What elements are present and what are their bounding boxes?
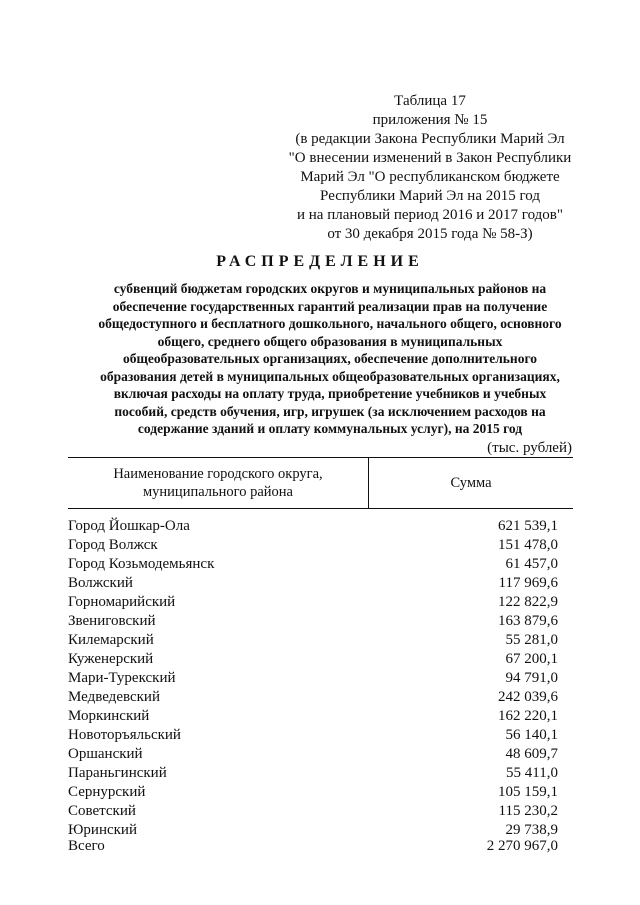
subtitle-line: образования детей в муниципальных общеобразовательных организациях, <box>100 368 560 384</box>
table-row <box>68 688 573 707</box>
row-value: 122 822,9 <box>498 594 558 610</box>
row-name: Мари-Турекский <box>68 670 176 686</box>
subtitle-line: обеспечение государственных гарантий реализации прав на получение <box>112 298 548 314</box>
subtitle-line: субвенций бюджетам городских округов и муниципальных районов на <box>113 281 547 296</box>
subtitle-line: общего, среднего общего образования в муниципальных <box>157 333 503 349</box>
row-name: Звениговский <box>68 613 156 629</box>
column-header-name-line2: муниципального района <box>142 484 293 500</box>
column-header-name <box>68 458 369 508</box>
table-row <box>68 669 573 688</box>
header-line: и на плановый период 2016 и 2017 годов" <box>297 207 563 223</box>
row-value: 105 159,1 <box>498 784 558 800</box>
header-line: приложения № 15 <box>372 112 488 128</box>
distribution-table <box>68 457 573 840</box>
table-row <box>68 726 573 745</box>
table-row <box>68 574 573 593</box>
row-name: Город Йошкар-Ола <box>68 518 190 534</box>
table-row <box>68 593 573 612</box>
header-line: Таблица 17 <box>394 93 466 109</box>
appendix-header <box>250 92 610 244</box>
header-line: (в редакции Закона Республики Марий Эл <box>295 131 565 147</box>
subtitle-line: общеобразовательных организациях, обеспечение дополнительного <box>122 351 537 366</box>
document-title: РАСПРЕДЕЛЕНИЕ <box>216 253 424 270</box>
subtitle-line: пособий, средств обучения, игр, игрушек (за исключением расходов на <box>114 403 546 419</box>
row-name: Советский <box>68 803 136 819</box>
row-value: 162 220,1 <box>498 708 558 724</box>
row-value: 67 200,1 <box>505 651 558 667</box>
table-row <box>68 764 573 783</box>
row-name: Параньгинский <box>68 765 167 781</box>
row-value: 117 969,6 <box>498 575 558 591</box>
row-name: Город Козьмодемьянск <box>68 556 215 572</box>
row-value: 115 230,2 <box>498 803 558 819</box>
row-value: 621 539,1 <box>498 518 558 534</box>
column-header-name-line1: Наименование городского округа, <box>113 466 323 482</box>
table-row <box>68 631 573 650</box>
table-row <box>68 802 573 821</box>
table-row <box>68 707 573 726</box>
units-note: (тыс. рублей) <box>487 440 572 456</box>
table-row <box>68 612 573 631</box>
header-line: от 30 декабря 2015 года № 58-З) <box>327 226 533 242</box>
total-value: 2 270 967,0 <box>486 838 558 854</box>
table-row <box>68 783 573 802</box>
table-row <box>68 555 573 574</box>
row-value: 242 039,6 <box>498 689 558 705</box>
table-row <box>68 650 573 669</box>
total-label: Всего <box>68 838 105 854</box>
header-line: "О внесении изменений в Закон Республики <box>288 150 572 166</box>
header-line: Республики Марий Эл на 2015 год <box>320 188 540 204</box>
row-name: Медведевский <box>68 689 160 705</box>
table-row <box>68 517 573 536</box>
row-value: 55 281,0 <box>505 632 558 648</box>
subtitle-line: включая расходы на оплату труда, приобретение учебников и учебных <box>113 386 547 401</box>
row-value: 29 738,9 <box>505 822 558 838</box>
row-name: Моркинский <box>68 708 150 724</box>
subtitle-line: содержание зданий и оплату коммунальных услуг), на 2015 год <box>137 421 523 436</box>
row-name: Город Волжск <box>68 537 158 553</box>
table-row <box>68 745 573 764</box>
row-value: 61 457,0 <box>505 556 558 572</box>
row-name: Оршанский <box>68 746 143 762</box>
row-value: 94 791,0 <box>505 670 558 686</box>
row-value: 151 478,0 <box>498 537 558 553</box>
table-row <box>68 536 573 555</box>
header-line: Марий Эл "О республиканском бюджете <box>300 169 560 185</box>
column-header-sum: Сумма <box>450 475 492 491</box>
row-name: Новоторъяльский <box>68 727 181 743</box>
row-name: Килемарский <box>68 632 154 648</box>
row-name: Волжский <box>68 575 133 591</box>
row-name: Сернурский <box>68 784 146 800</box>
table-body <box>68 517 573 840</box>
row-name: Куженерский <box>68 651 154 667</box>
subtitle-line: общедоступного и бесплатного дошкольного, начального общего, основного <box>98 316 562 331</box>
row-name: Юринский <box>68 822 137 838</box>
table-total-row <box>68 837 573 856</box>
table-header <box>68 457 573 509</box>
row-value: 48 609,7 <box>505 746 558 762</box>
row-name: Горномарийский <box>68 594 176 610</box>
row-value: 55 411,0 <box>506 765 558 781</box>
document-subtitle <box>60 280 600 438</box>
row-value: 163 879,6 <box>498 613 558 629</box>
row-value: 56 140,1 <box>505 727 558 743</box>
